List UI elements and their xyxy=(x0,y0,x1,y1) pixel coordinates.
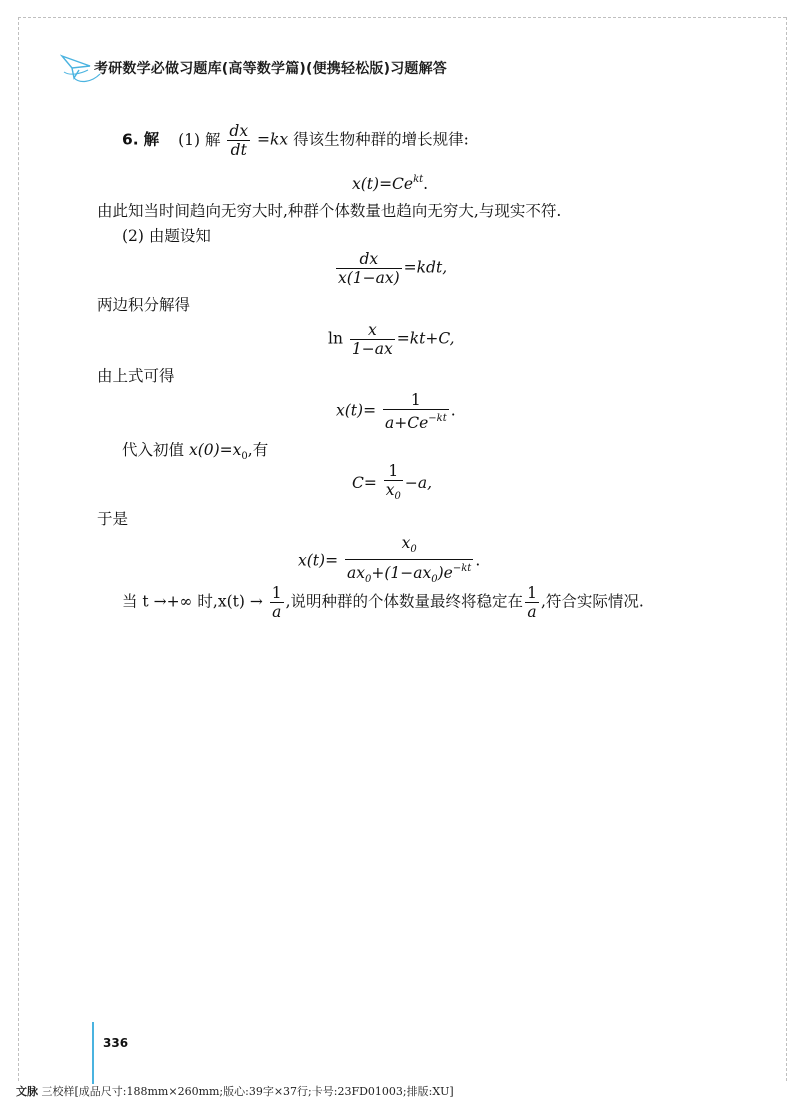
equation-3 xyxy=(328,321,455,358)
margin-accent-line xyxy=(92,1022,94,1084)
eq6-denominator: $ax_0+(1-ax_0)e^{-kt}$ xyxy=(347,563,472,585)
initial-expr: x(0)=x xyxy=(188,441,242,459)
eq6-end: . xyxy=(475,551,481,570)
eq4-lhs: x(t)= xyxy=(336,401,377,420)
ode-denominator: dt xyxy=(230,141,247,159)
solution-label: 解 xyxy=(143,130,160,149)
eq5-denominator: $x_0$ xyxy=(385,481,401,502)
initial-suffix: ,有 xyxy=(247,441,269,459)
ode-rhs: =kx xyxy=(257,130,289,149)
from-above-text: 由上式可得 xyxy=(97,367,175,385)
page-border-top xyxy=(18,17,786,18)
final-part1: 当 t →+∞ 时,x(t) → xyxy=(122,592,263,611)
eq1-exponent: kt xyxy=(413,174,424,185)
part1-prefix: (1) 解 xyxy=(178,130,221,149)
final-part2: ,说明种群的个体数量最终将稳定在 xyxy=(285,592,524,611)
eq6-lhs: x(t)= xyxy=(298,551,339,570)
equation-2 xyxy=(334,250,447,287)
ode-fraction xyxy=(227,122,250,159)
part1-suffix: 得该生物种群的增长规律: xyxy=(293,130,469,149)
conclusion-1: 由此知当时间趋向无穷大时,种群个体数量也趋向无穷大,与现实不符. xyxy=(97,202,562,220)
part2-intro: (2) 由题设知 xyxy=(122,227,211,245)
print-footer xyxy=(16,1083,454,1099)
integrate-text: 两边积分解得 xyxy=(97,296,191,314)
eq3-rhs: =kt+C, xyxy=(396,329,455,348)
eq1-end: . xyxy=(423,175,429,193)
problem-number: 6. xyxy=(122,130,139,149)
therefore-text: 于是 xyxy=(97,510,129,528)
eq1-lhs: x(t)=Ce xyxy=(352,175,414,193)
initial-prefix: 代入初值 xyxy=(122,441,185,459)
eq5-numerator: 1 xyxy=(384,462,403,481)
eq4-numerator: 1 xyxy=(383,391,449,410)
page-number: 336 xyxy=(103,1036,129,1050)
final-fraction-1: $\frac{1}{a}$ xyxy=(271,584,282,621)
problem-part1-line xyxy=(122,122,469,159)
eq2-denominator: x(1−ax) xyxy=(338,269,400,287)
equation-6 xyxy=(298,534,480,589)
eq5-lhs: C= xyxy=(352,474,377,492)
page-border-right xyxy=(786,17,787,1081)
final-fraction-2: $\frac{1}{a}$ xyxy=(527,584,537,621)
final-conclusion xyxy=(122,584,644,621)
equation-5 xyxy=(352,462,432,506)
footer-brand: 文脉 xyxy=(16,1085,38,1098)
equation-1 xyxy=(352,170,428,194)
equation-4 xyxy=(336,391,456,432)
header-title: 考研数学必做习题库(高等数学篇)(便携轻松版)习题解答 xyxy=(94,61,447,77)
eq2-numerator: dx xyxy=(336,250,402,269)
eq3-ln: ln xyxy=(328,329,343,348)
eq3-numerator: x xyxy=(350,321,395,340)
initial-value-line xyxy=(122,440,268,467)
eq6-numerator: $x_0$ xyxy=(345,534,473,560)
final-part3: ,符合实际情况. xyxy=(540,592,644,611)
eq5-rhs: −a, xyxy=(404,474,433,492)
eq4-fraction xyxy=(383,391,449,432)
eq4-end: . xyxy=(450,401,456,420)
page-border-left xyxy=(18,17,19,1081)
initial-sub: 0 xyxy=(241,451,248,462)
ode-numerator: dx xyxy=(229,122,249,140)
eq3-denominator: 1−ax xyxy=(351,340,393,358)
eq3-fraction xyxy=(350,321,395,358)
eq2-rhs: =kdt, xyxy=(403,258,448,277)
eq5-fraction xyxy=(384,462,403,506)
eq6-fraction xyxy=(345,534,473,589)
running-header xyxy=(60,52,480,88)
eq2-fraction xyxy=(336,250,402,287)
footer-specs: 三校样[成品尺寸:188mm×260mm;版心:39字×37行;卡号:23FD01003;排版:XU] xyxy=(41,1085,454,1098)
eq4-denominator: $a+Ce^{-kt}$ xyxy=(385,413,447,432)
